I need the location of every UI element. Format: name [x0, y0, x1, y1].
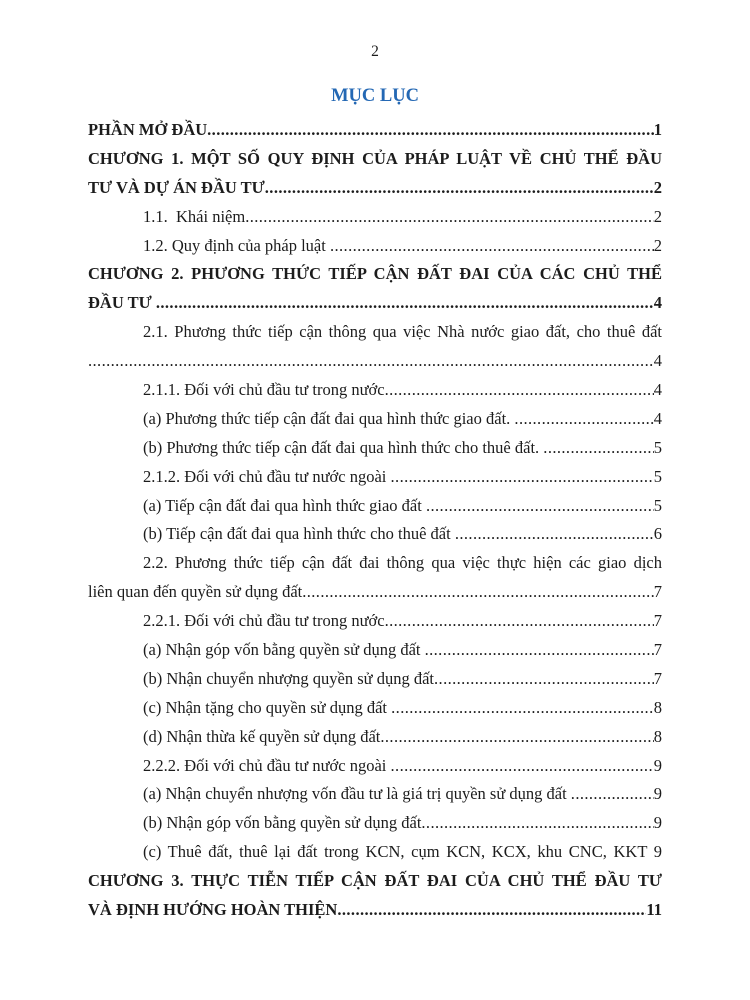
toc-entry-text: (c) Thuê đất, thuê lại đất trong KCN, cụm KCN, KCX, khu CNC, KKT	[143, 842, 648, 862]
toc-entry[interactable]	[88, 174, 662, 203]
toc-entry-text: (a) Nhận chuyển nhượng vốn đầu tư là giá trị quyền sử dụng đất	[143, 784, 571, 804]
toc-entry[interactable]	[88, 780, 662, 809]
toc-leader-dots	[426, 492, 654, 521]
toc-entry[interactable]	[88, 549, 662, 578]
toc-entry-page: 11	[646, 900, 662, 920]
toc-entry-text: CHƯƠNG 1. MỘT SỐ QUY ĐỊNH CỦA PHÁP LUẬT VỀ CHỦ THỂ ĐẦU	[88, 148, 662, 168]
toc-entry[interactable]	[88, 318, 662, 347]
toc-entry-text: liên quan đến quyền sử dụng đất	[88, 582, 303, 602]
toc-entry-page: 4	[653, 408, 662, 428]
toc-leader-dots	[207, 116, 654, 145]
toc-entry-text: TƯ VÀ DỰ ÁN ĐẦU TƯ	[88, 177, 265, 197]
toc-entry-page: 9	[653, 813, 662, 833]
toc-leader-dots	[337, 896, 646, 925]
toc-entry-page: 9	[653, 755, 662, 775]
toc-entry-page: 2	[653, 177, 662, 197]
toc-entry-text: PHẦN MỞ ĐẦU	[88, 120, 208, 139]
toc-entry[interactable]	[88, 463, 662, 492]
toc-entry-page: 9	[653, 784, 662, 804]
toc-entry[interactable]	[88, 434, 662, 463]
toc-entry[interactable]	[88, 376, 662, 405]
toc-entry-page: 2	[653, 235, 662, 255]
toc-entry-page: 5	[653, 495, 662, 515]
toc-leader-dots	[425, 636, 654, 665]
toc-entry[interactable]	[88, 347, 662, 376]
toc-leader-dots	[385, 376, 654, 405]
toc-entry-page: 2	[653, 206, 662, 226]
toc-entry-page: 8	[653, 697, 662, 717]
toc-leader-dots	[391, 463, 654, 492]
toc-leader-dots	[434, 665, 654, 694]
toc-entry[interactable]	[88, 578, 662, 607]
toc-entry-text: (a) Tiếp cận đất đai qua hình thức giao đất	[143, 495, 426, 515]
toc-entry-text: 2.2.2. Đối với chủ đầu tư nước ngoài	[143, 755, 391, 775]
toc-entry-page: 7	[653, 640, 662, 660]
toc-leader-dots	[302, 578, 654, 607]
toc-leader-dots	[385, 607, 654, 636]
toc-leader-dots	[391, 752, 654, 781]
toc-leader-dots	[514, 405, 653, 434]
toc-entry[interactable]	[88, 752, 662, 781]
toc-entry-text: 2.2. Phương thức tiếp cận đất đai thông qua việc thực hiện các giao dịch	[143, 553, 662, 573]
toc-entry[interactable]	[88, 867, 662, 896]
toc-entry-page: 9	[653, 842, 662, 862]
toc-entry-text: (a) Nhận góp vốn bằng quyền sử dụng đất	[143, 640, 425, 660]
toc-entry[interactable]	[88, 723, 662, 752]
toc-leader-dots	[380, 723, 653, 752]
toc-entry[interactable]	[88, 896, 662, 925]
toc-entry-text: (a) Phương thức tiếp cận đất đai qua hình thức giao đất.	[143, 408, 515, 428]
toc-entry-text: CHƯƠNG 3. THỰC TIỄN TIẾP CẬN ĐẤT ĐAI CỦA CHỦ THỂ ĐẦU TƯ	[88, 871, 662, 891]
toc-entry[interactable]	[88, 694, 662, 723]
toc-entry-page: 7	[653, 611, 662, 631]
page-title: MỤC LỤC	[331, 86, 419, 106]
toc-entry[interactable]	[88, 145, 662, 174]
toc-entry-page: 7	[653, 582, 662, 602]
toc-entry-text: (b) Phương thức tiếp cận đất đai qua hình thức cho thuê đất.	[143, 437, 544, 457]
toc-entry[interactable]	[88, 665, 662, 694]
toc-entry-text: (b) Tiếp cận đất đai qua hình thức cho thuê đất	[143, 524, 455, 544]
toc-leader-dots	[245, 203, 654, 232]
toc-leader-dots	[156, 289, 654, 318]
toc-entry[interactable]	[88, 116, 662, 145]
toc-entry-text: (d) Nhận thừa kế quyền sử dụng đất	[143, 726, 381, 746]
toc-entry[interactable]	[88, 203, 662, 232]
toc-entry-page: 4	[653, 293, 662, 313]
toc-leader-dots	[330, 232, 654, 261]
toc-entry[interactable]	[88, 838, 662, 867]
toc-leader-dots	[543, 434, 653, 463]
toc-leader-dots	[265, 174, 654, 203]
toc-entry-page: 6	[653, 524, 662, 544]
toc-leader-dots	[455, 520, 654, 549]
toc-entry-page: 8	[653, 726, 662, 746]
toc-entry[interactable]	[88, 405, 662, 434]
toc-entry-text: 2.2.1. Đối với chủ đầu tư trong nước	[143, 611, 385, 631]
toc-leader-dots	[571, 780, 654, 809]
toc-leader-dots	[421, 809, 653, 838]
toc-entry-text: 1.2. Quy định của pháp luật	[143, 235, 330, 255]
toc-entry-text: ĐẦU TƯ	[88, 293, 156, 313]
toc-entry-text: CHƯƠNG 2. PHƯƠNG THỨC TIẾP CẬN ĐẤT ĐAI CỦA CÁC CHỦ THỂ	[88, 264, 662, 284]
toc-entry-text: (b) Nhận chuyển nhượng quyền sử dụng đất	[143, 668, 435, 688]
toc-entry[interactable]	[88, 289, 662, 318]
toc-entry-page: 4	[653, 351, 662, 371]
toc-entry[interactable]	[88, 492, 662, 521]
toc-entry-page: 4	[653, 380, 662, 400]
toc-entry-text: 2.1. Phương thức tiếp cận thông qua việc Nhà nước giao đất, cho thuê đất	[143, 322, 662, 342]
toc-entry-page: 5	[653, 437, 662, 457]
toc-entry-text: (c) Nhận tặng cho quyền sử dụng đất	[143, 697, 392, 717]
toc-entry-page: 7	[653, 668, 662, 688]
toc-entry-text: 2.1.2. Đối với chủ đầu tư nước ngoài	[143, 466, 391, 486]
toc-leader-dots	[88, 347, 654, 376]
toc-entry[interactable]	[88, 232, 662, 261]
toc-leader-dots	[391, 694, 654, 723]
toc-entry[interactable]	[88, 636, 662, 665]
toc-entry[interactable]	[88, 520, 662, 549]
page-number: 2	[371, 43, 379, 60]
toc-entry[interactable]	[88, 809, 662, 838]
toc-entry-text: (b) Nhận góp vốn bằng quyền sử dụng đất	[143, 813, 422, 833]
toc-entry[interactable]	[88, 607, 662, 636]
toc-entry-text: 1.1. Khái niệm	[143, 206, 246, 226]
table-of-contents	[88, 116, 662, 925]
toc-entry-text: 2.1.1. Đối với chủ đầu tư trong nước	[143, 380, 385, 400]
toc-entry-page: 1	[653, 120, 662, 139]
toc-entry-page: 5	[653, 466, 662, 486]
toc-entry-text: VÀ ĐỊNH HƯỚNG HOÀN THIỆN	[88, 900, 338, 920]
toc-entry[interactable]	[88, 260, 662, 289]
